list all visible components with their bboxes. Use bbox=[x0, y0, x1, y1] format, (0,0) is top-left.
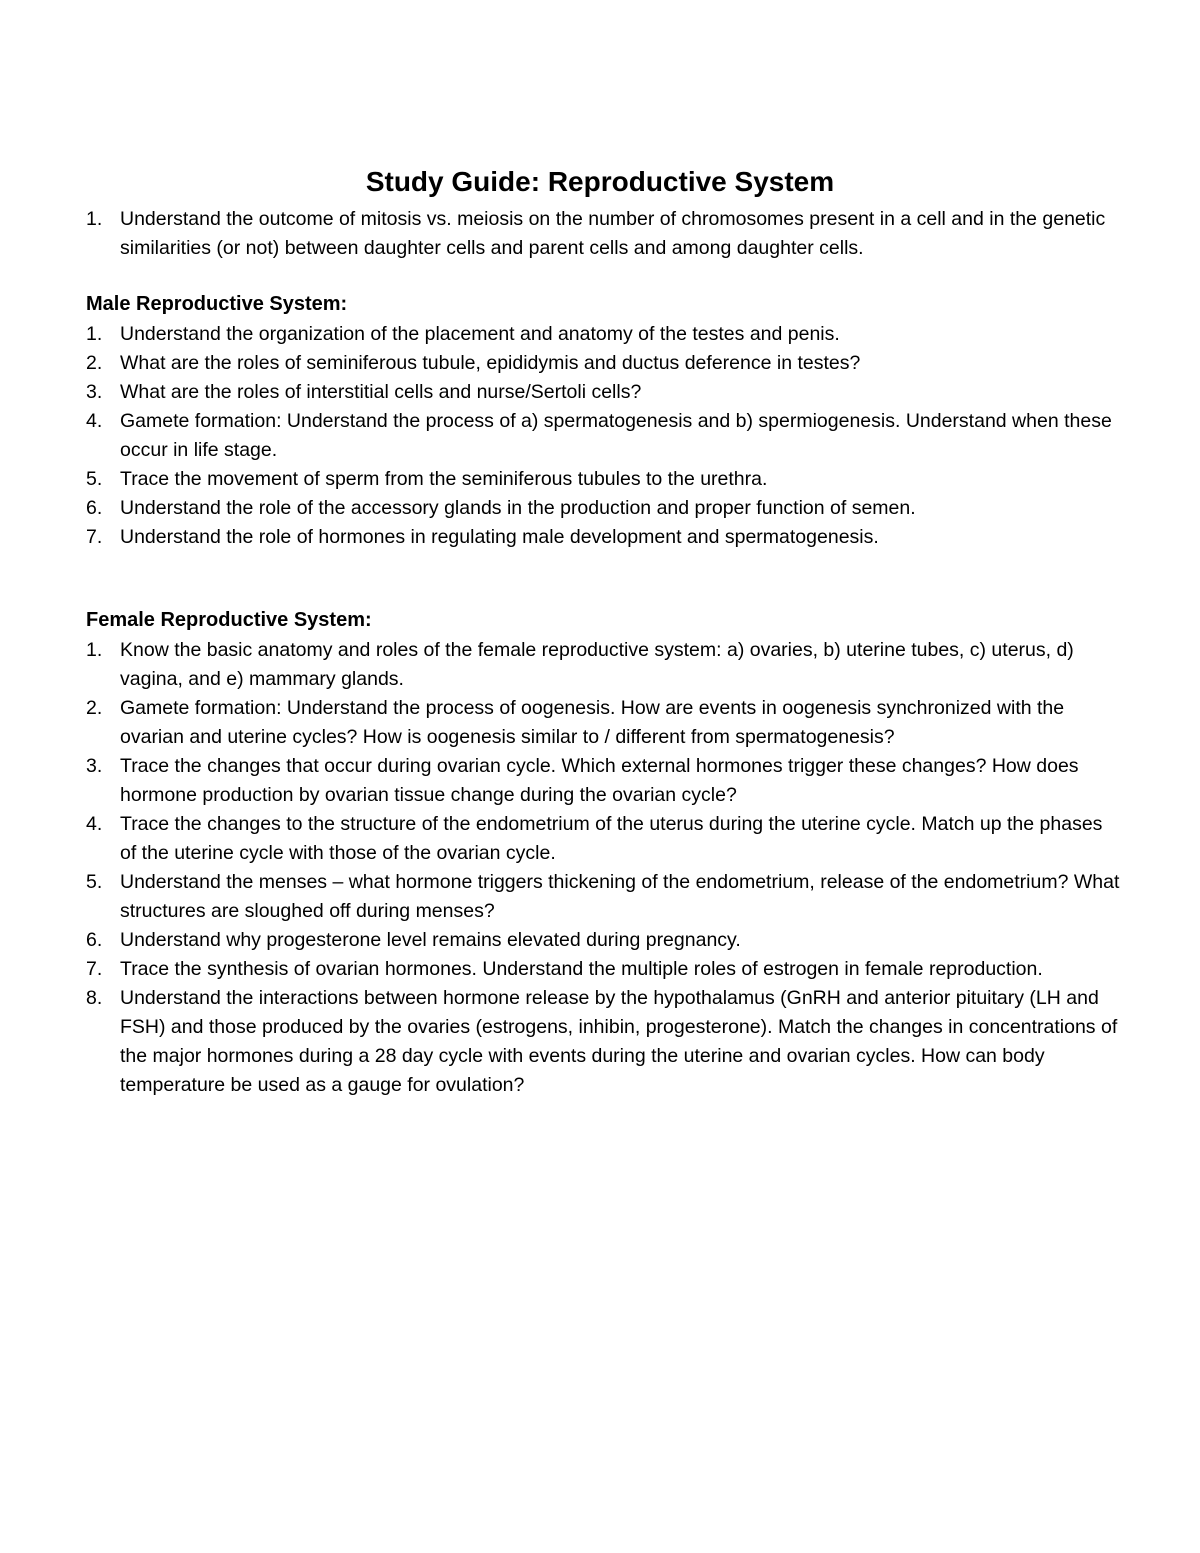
item-number: 2. bbox=[86, 352, 103, 374]
list-item bbox=[86, 868, 1120, 926]
item-text: Gamete formation: Understand the process of a) spermatogenesis and b) spermiogenesis. Understand when these occur in life stage. bbox=[120, 410, 1112, 461]
item-number: 6. bbox=[86, 929, 103, 951]
item-text: Trace the changes to the structure of the endometrium of the uterus during the uterine cycle. Match up the phases of the uterine cycle with those of the ovarian cycle. bbox=[120, 813, 1103, 864]
female-items-list bbox=[86, 636, 1120, 1100]
item-number: 5. bbox=[86, 871, 103, 893]
item-number: 6. bbox=[86, 497, 103, 519]
item-text: Understand why progesterone level remains elevated during pregnancy. bbox=[120, 929, 741, 951]
item-number: 3. bbox=[86, 381, 103, 403]
list-item bbox=[86, 320, 1120, 349]
item-number: 1. bbox=[86, 323, 103, 345]
list-item bbox=[86, 465, 1120, 494]
list-item bbox=[86, 636, 1120, 694]
list-item bbox=[86, 752, 1120, 810]
item-number: 4. bbox=[86, 410, 103, 432]
item-text: Understand the menses – what hormone triggers thickening of the endometrium, release of the endometrium? What structures are sloughed off during menses? bbox=[120, 871, 1120, 922]
item-text: Trace the synthesis of ovarian hormones. Understand the multiple roles of estrogen in female reproduction. bbox=[120, 958, 1043, 980]
list-item bbox=[86, 523, 1120, 552]
item-text: Understand the interactions between hormone release by the hypothalamus (GnRH and anterior pituitary (LH and FSH) and those produced by the ovaries (estrogens, inhibin, progesterone). Match the changes in concentrations of the major hormones during a 28 day cycle with events during the uterine and ovarian cycles. How can body temperature be used as a gauge for ovulation? bbox=[120, 987, 1118, 1096]
item-number: 1. bbox=[86, 208, 103, 230]
list-item bbox=[86, 694, 1120, 752]
list-item bbox=[86, 926, 1120, 955]
item-text: Understand the role of hormones in regulating male development and spermatogenesis. bbox=[120, 526, 879, 548]
item-number: 7. bbox=[86, 958, 103, 980]
item-text: Know the basic anatomy and roles of the female reproductive system: a) ovaries, b) uterine tubes, c) uterus, d) vagina, and e) mammary glands. bbox=[120, 639, 1074, 690]
item-text: What are the roles of seminiferous tubule, epididymis and ductus deference in testes? bbox=[120, 352, 861, 374]
list-item bbox=[86, 810, 1120, 868]
item-number: 4. bbox=[86, 813, 103, 835]
intro-list bbox=[86, 205, 1120, 263]
item-text: Trace the changes that occur during ovarian cycle. Which external hormones trigger these changes? How does hormone production by ovarian tissue change during the ovarian cycle? bbox=[120, 755, 1079, 806]
list-item bbox=[86, 378, 1120, 407]
list-item bbox=[86, 205, 1120, 263]
list-item bbox=[86, 407, 1120, 465]
item-number: 1. bbox=[86, 639, 103, 661]
item-number: 2. bbox=[86, 697, 103, 719]
page-title: Study Guide: Reproductive System bbox=[365, 165, 835, 197]
list-item bbox=[86, 984, 1120, 1100]
item-text: Understand the organization of the placement and anatomy of the testes and penis. bbox=[120, 323, 840, 345]
list-item bbox=[86, 349, 1120, 378]
item-text: Understand the outcome of mitosis vs. meiosis on the number of chromosomes present in a cell and in the genetic similarities (or not) between daughter cells and parent cells and among daughter cells. bbox=[120, 208, 1106, 259]
list-item bbox=[86, 955, 1120, 984]
item-number: 7. bbox=[86, 526, 103, 548]
item-number: 3. bbox=[86, 755, 103, 777]
male-items-list bbox=[86, 320, 1120, 552]
item-text: Understand the role of the accessory glands in the production and proper function of semen. bbox=[120, 497, 916, 519]
male-section-heading: Male Reproductive System: bbox=[86, 293, 348, 315]
item-text: Gamete formation: Understand the process of oogenesis. How are events in oogenesis synchronized with the ovarian and uterine cycles? How is oogenesis similar to / different from spermatogenesis? bbox=[120, 697, 1065, 748]
item-number: 5. bbox=[86, 468, 103, 490]
female-section-heading: Female Reproductive System: bbox=[86, 609, 372, 631]
item-number: 8. bbox=[86, 987, 103, 1009]
item-text: What are the roles of interstitial cells and nurse/Sertoli cells? bbox=[120, 381, 642, 403]
item-text: Trace the movement of sperm from the seminiferous tubules to the urethra. bbox=[120, 468, 768, 490]
list-item bbox=[86, 494, 1120, 523]
